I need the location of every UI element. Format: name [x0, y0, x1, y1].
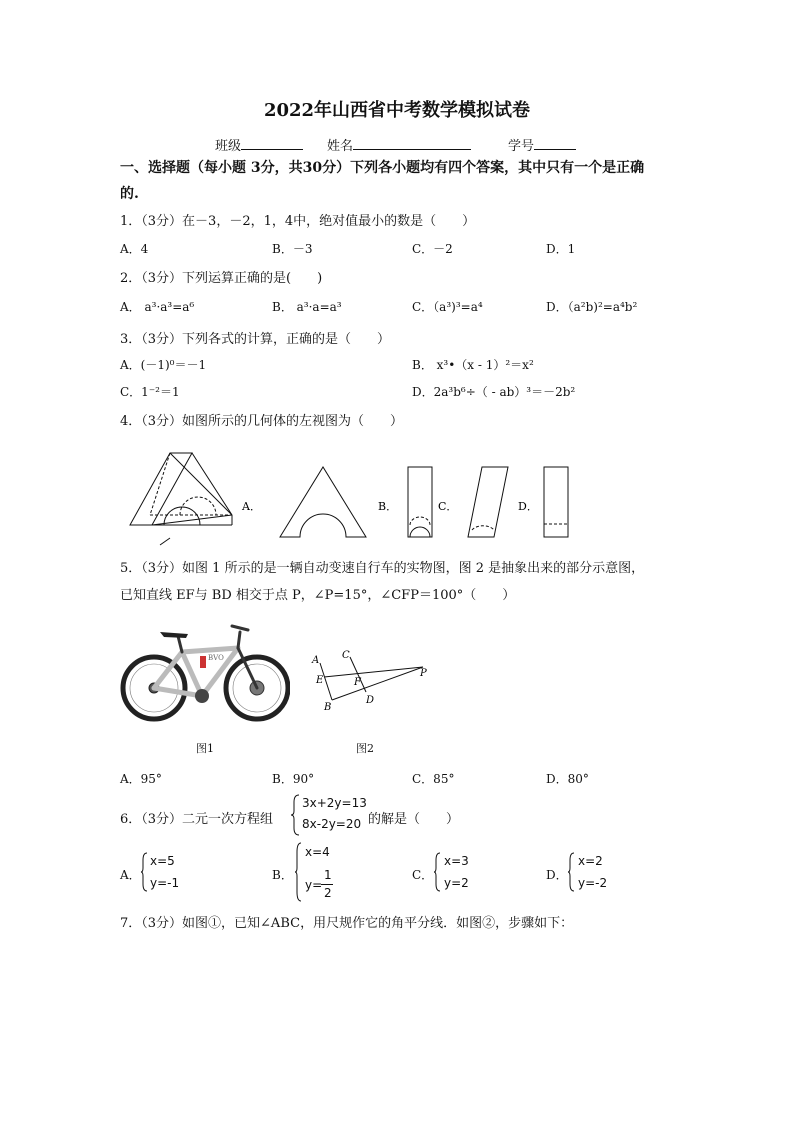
student-id-field — [508, 135, 576, 154]
point-f: F — [354, 677, 361, 688]
point-a: A — [312, 655, 320, 666]
q4-label-b: B． — [378, 500, 398, 513]
point-c: C — [342, 650, 350, 661]
q6-option-c-label: C． — [412, 868, 434, 882]
section-heading-cont: 的. — [120, 186, 139, 202]
q6-option-d-line1: x=2 — [578, 854, 603, 868]
q5-option-b: B．90° — [272, 772, 315, 786]
q2-option-c: C．（a³)³=a⁴ — [412, 300, 483, 314]
q2-option-a: A． a³·a³=a⁶ — [120, 300, 195, 314]
bicycle-image — [120, 612, 290, 727]
q1-option-d: D．1 — [546, 242, 576, 256]
q1-option-b: B．－3 — [272, 242, 313, 256]
q6-option-c-line2: y=2 — [444, 876, 469, 890]
q6-option-b-line2: y= — [305, 878, 323, 892]
id-blank — [534, 136, 576, 150]
q6-option-a-label: A． — [120, 868, 141, 882]
q6-prefix: 6．（3分）二元一次方程组 — [120, 812, 274, 827]
q5-stem-line2: 已知直线 EF与 BD 相交于点 P，∠P=15°，∠CFP＝100°（ ） — [120, 588, 516, 603]
svg-text:BVO: BVO — [208, 654, 224, 662]
option-d-view — [544, 467, 568, 537]
q4-label-c: C． — [438, 500, 458, 513]
q6-option-c-brace — [433, 852, 441, 892]
point-e: E — [316, 675, 324, 686]
q6-option-a-brace — [140, 852, 148, 892]
name-field — [327, 135, 471, 154]
option-c-view — [468, 467, 508, 537]
q4-label-d: D． — [518, 500, 538, 513]
q2-option-b: B． a³·a=a³ — [272, 300, 342, 314]
q6-option-a-line1: x=5 — [150, 854, 175, 868]
q6-option-d-line2: y=-2 — [578, 876, 608, 890]
q3-option-c: C．1⁻²＝1 — [120, 385, 180, 399]
q4-figures — [120, 445, 720, 550]
solid-figure — [130, 453, 232, 545]
fig2-caption: 图2 — [356, 742, 374, 755]
q3-option-a: A．(－1)⁰＝－1 — [120, 358, 207, 372]
section-heading: 一、选择题（每小题 3分，共30分）下列各小题均有四个答案，其中只有一个是正确 — [120, 160, 645, 176]
q4-label-a: A． — [242, 500, 261, 513]
q6-option-b-numerator: 1 — [324, 868, 332, 882]
q5-option-a: A．95° — [120, 772, 162, 786]
q3-option-b: B． x³•（x - 1）²＝x² — [412, 358, 534, 372]
q6-option-b-brace — [294, 842, 302, 902]
q6-system-brace — [290, 794, 300, 836]
q6-option-a-line2: y=-1 — [150, 876, 180, 890]
q3-option-d: D．2a³b⁶÷（ - ab）³＝－2b² — [412, 385, 576, 399]
fig1-caption: 图1 — [196, 742, 214, 755]
point-b: B — [324, 702, 332, 713]
class-label: 班级 — [215, 139, 242, 154]
q1-stem: 1．（3分）在－3，－2，1，4中，绝对值最小的数是（ ） — [120, 214, 476, 229]
q6-option-b-label: B． — [272, 868, 293, 882]
class-field — [215, 135, 303, 154]
q1-option-c: C．－2 — [412, 242, 453, 256]
geometry-figure-2 — [308, 645, 438, 715]
q2-option-d: D．（a²b)²=a⁴b² — [546, 300, 638, 314]
option-a-view — [280, 467, 366, 537]
q6-option-d-label: D． — [546, 868, 568, 882]
q6-option-b-denominator: 2 — [324, 886, 332, 900]
q5-stem-line1: 5．（3分）如图 1 所示的是一辆自动变速自行车的实物图，图 2 是抽象出来的部分示意图， — [120, 561, 645, 576]
q1-option-a: A．4 — [120, 242, 149, 256]
q6-option-d-brace — [567, 852, 575, 892]
option-b-view — [408, 467, 432, 537]
class-blank — [241, 136, 303, 150]
q6-equation-2: 8x-2y=20 — [302, 817, 362, 831]
q7-stem: 7．（3分）如图①，已知∠ABC，用尺规作它的角平分线．如图②，步骤如下： — [120, 916, 574, 931]
q6-option-b-line1: x=4 — [305, 845, 330, 859]
fraction-bar — [321, 884, 333, 885]
q6-equation-1: 3x+2y=13 — [302, 796, 367, 810]
name-blank — [353, 136, 471, 150]
q6-suffix: 的解是（ ） — [368, 812, 460, 827]
q5-option-c: C．85° — [412, 772, 455, 786]
q3-stem: 3．（3分）下列各式的计算，正确的是（ ） — [120, 332, 391, 347]
q2-stem: 2．（3分）下列运算正确的是( ) — [120, 271, 323, 286]
q5-option-d: D．80° — [546, 772, 589, 786]
exam-title: 2022年山西省中考数学模拟试卷 — [263, 100, 531, 121]
point-d: D — [366, 695, 375, 706]
name-label: 姓名 — [327, 139, 354, 154]
q4-stem: 4．（3分）如图所示的几何体的左视图为（ ） — [120, 414, 404, 429]
q6-option-c-line1: x=3 — [444, 854, 469, 868]
point-p: P — [420, 668, 427, 679]
id-label: 学号 — [508, 139, 535, 154]
